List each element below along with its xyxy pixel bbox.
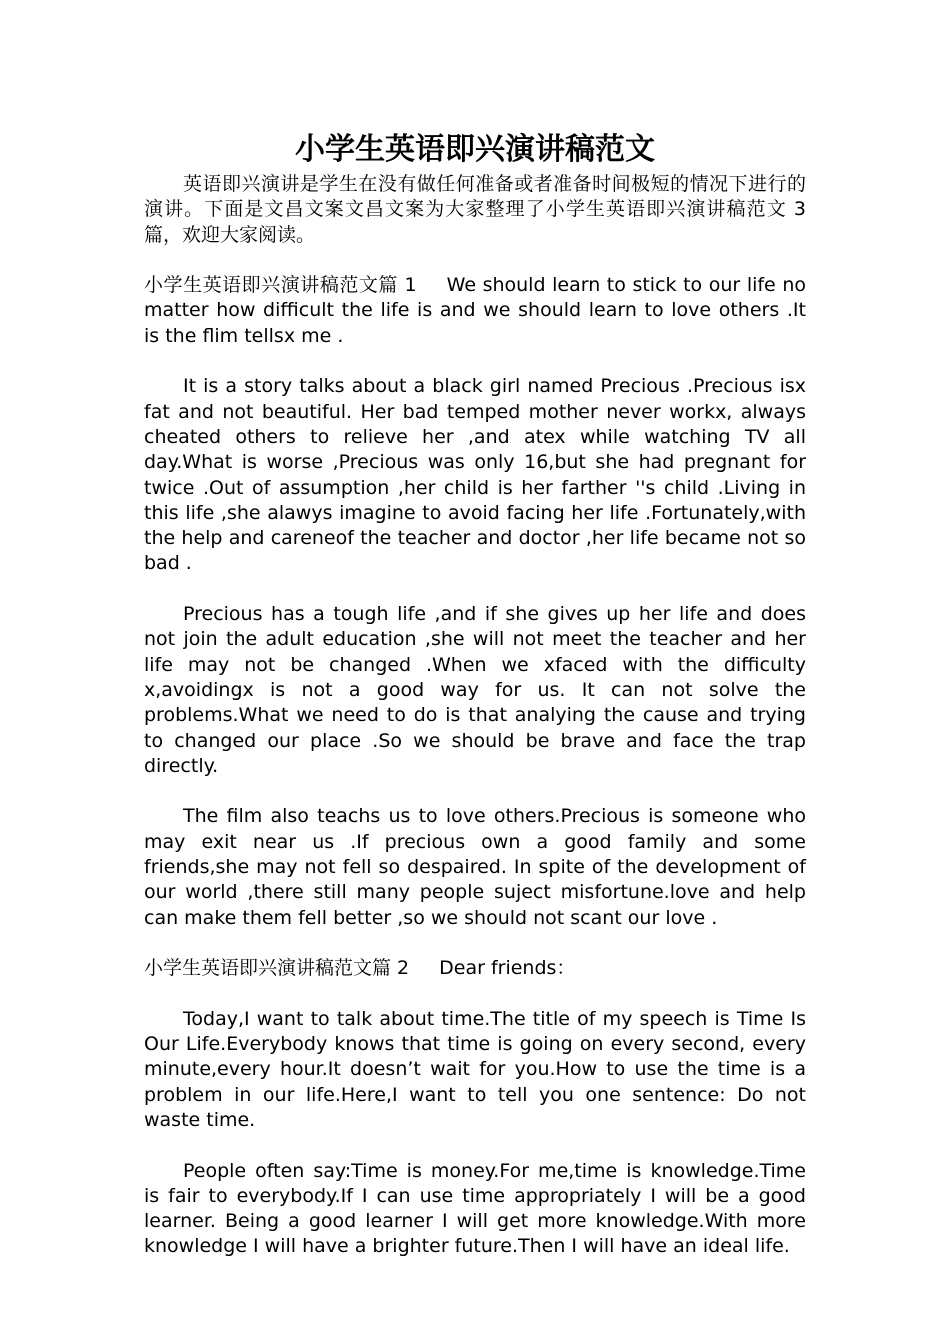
spacer [144,982,806,1007]
spacer [144,248,806,273]
spacer [144,931,806,956]
section1-paragraph: The film also teachs us to love others.Precious is someone who may exit near us .If precious own a good family and some friends,she may not fell so despaired. In spite of the development of our world ,there still many people suject misfortune.love and help can make them fell better ,so we should not scant our love . [144,805,806,929]
section2-paragraph: Today,I want to talk about time.The title of my speech is Time Is Our Life.Everybody knows that time is going on every second, every minute,every hour.It doesn’t wait for you.How to use the time is a problem in our life.Here,I want to tell you one sentence: Do not waste time. [144,1007,806,1131]
section2-lead: Dear friends： [439,957,576,980]
section1-opening [144,273,806,349]
section2-heading: 小学生英语即兴演讲稿范文篇 2 [144,957,410,980]
document-page [144,128,806,1260]
section1-paragraph: Precious has a tough life ,and if she gives up her life and does not join the adult education ,she will not meet the teacher and her life may not be changed .When we xfaced with the difficulty x,avoidingx is not a good way for us. It can not solve the problems.What we need to do is that analying the cause and trying to changed our place .So we should be brave and face the trap directly. [144,603,806,777]
section1-lead: We should learn to stick to our life no matter how difficult the life is and we should learn to love others .It is the flim tellsx me . [144,274,806,347]
section2-opening [144,956,806,981]
document-title: 小学生英语即兴演讲稿范文 [295,132,655,167]
spacer [144,1133,806,1158]
spacer [144,349,806,374]
intro-paragraph: 英语即兴演讲是学生在没有做任何准备或者准备时间极短的情况下进行的演讲。下面是文昌文案文昌文案为大家整理了小学生英语即兴演讲稿范文 3 篇，欢迎大家阅读。 [144,173,806,246]
spacer [144,577,806,602]
section1-paragraph: It is a story talks about a black girl named Precious .Precious isx fat and not beautiful. Her bad temped mother never workx, always cheated others to relieve her ,and atex while watching TV all day.What is worse ,Precious was only 16,but she had pregnant for twice .Out of assumption ,her child is her farther ''s child .Living in this life ,she alawys imagine to avoid facing her life .Fortunately,with the help and careneof the teacher and doctor ,her life became not so bad . [144,375,806,575]
section1-heading: 小学生英语即兴演讲稿范文篇 1 [144,274,417,297]
section2-paragraph: People often say:Time is money.For me,time is knowledge.Time is fair to everybody.If I can use time appropriately I will be a good learner. Being a good learner I will get more knowledge.With more knowledge I will have a brighter future.Then I will have an ideal life. [144,1159,806,1258]
spacer [144,779,806,804]
